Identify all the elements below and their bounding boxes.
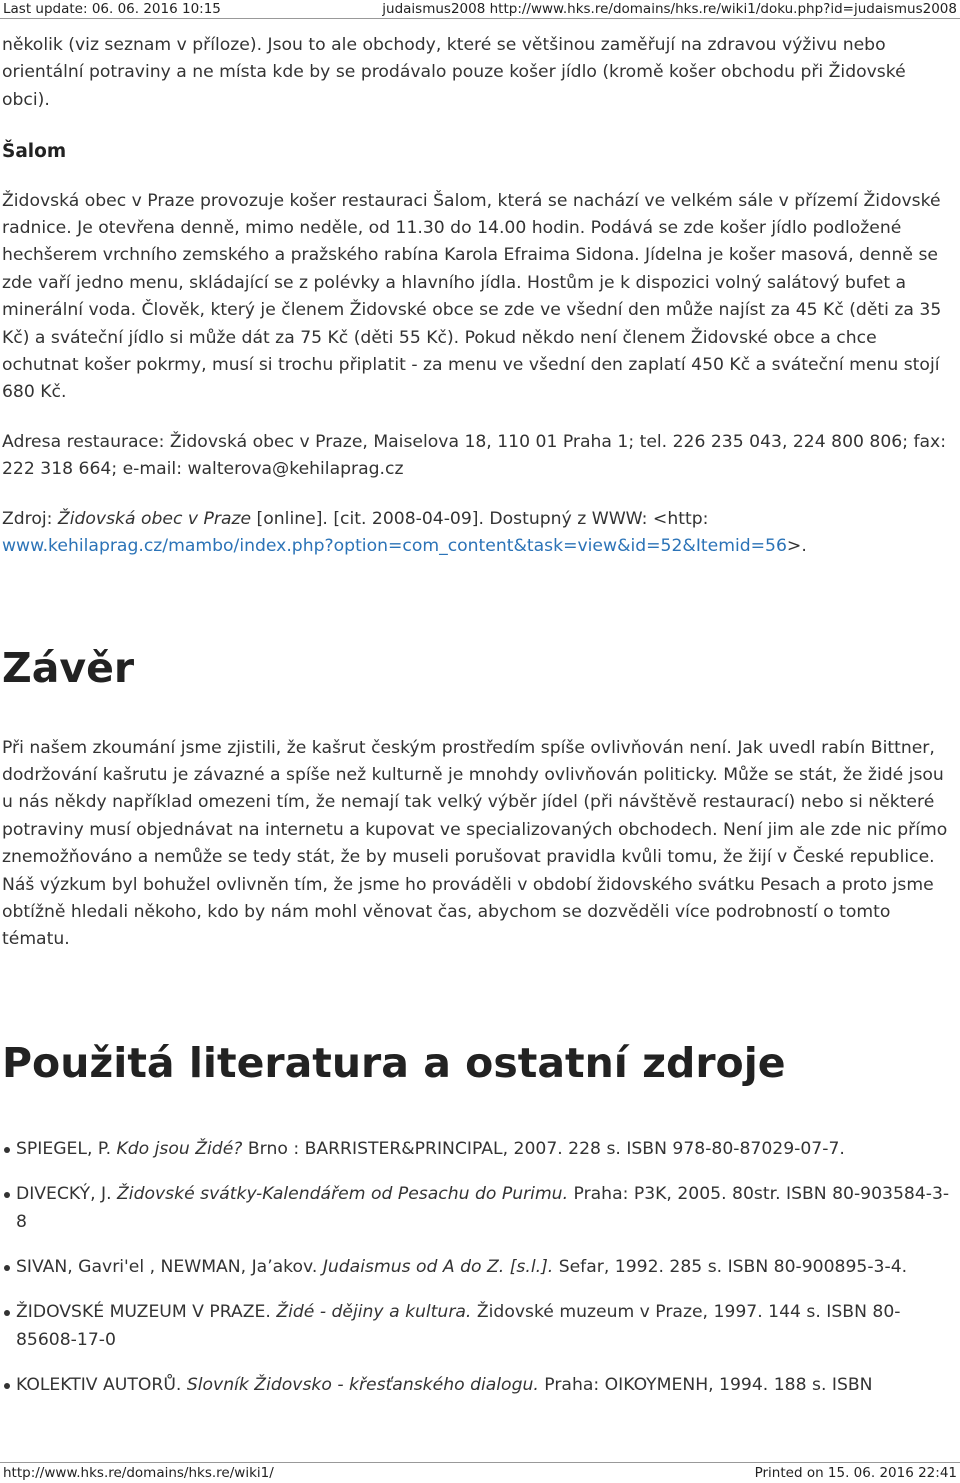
salom-heading: Šalom — [2, 141, 67, 163]
literature-item — [16, 1254, 950, 1281]
page-url-text: judaismus2008 http://www.hks.re/domains/hks.re/wiki1/doku.php?id=judaismus2008 — [382, 1, 957, 17]
source-prefix: Zdroj: — [2, 508, 58, 529]
lit-author: SIVAN, Gavri'el , NEWMAN, Ja’akov. — [16, 1256, 323, 1277]
literature-heading: Použitá literatura a ostatní zdroje — [2, 1038, 786, 1087]
lit-details: Brno : BARRISTER&PRINCIPAL, 2007. 228 s. ISBN 978-80-87029-07-7. — [242, 1138, 845, 1159]
source-mid: [online]. [cit. 2008-04-09]. Dostupný z WWW: <http: — [251, 508, 709, 529]
footer-url-text: http://www.hks.re/domains/hks.re/wiki1/ — [3, 1465, 274, 1481]
lit-details: Praha: P3K, 2005. 80str. ISBN 80-903584-3-8 — [16, 1184, 950, 1232]
source-title: Židovská obec v Praze — [57, 508, 252, 529]
printed-on-text: Printed on 15. 06. 2016 22:41 — [754, 1465, 957, 1481]
literature-item — [16, 1372, 950, 1399]
print-footer — [0, 1462, 960, 1483]
last-update-text: Last update: 06. 06. 2016 10:15 — [3, 1, 221, 17]
lit-title: Slovník Židovsko - křesťanského dialogu. — [186, 1375, 539, 1396]
lit-author: DIVECKÝ, J. — [16, 1184, 118, 1205]
zaver-heading: Závěr — [2, 643, 135, 692]
literature-list — [2, 1136, 950, 1400]
zaver-paragraph: Při našem zkoumání jsme zjistili, že kašrut českým prostředím spíše ovlivňován není. Jak uvedl rabín Bittner, dodržování kašrutu je závazné a spíše než kulturně je mnohdy ovlivňován politicky. Může se stát, že židé jsou u nás někdy například omezeni tím, že nemají tak velký výběr jídel (při návštěvě restaurací) nebo si některé potraviny musí objednávat na internetu a kupovat ve specializovaných obchodech. Není jim ale zde nic přímo znemožňováno a nemůže se tedy stát, že by museli porušovat pravidla kvůli tomu, že žijí v České republice. Náš výzkum byl bohužel ovlivněn tím, že jsme ho prováděli v období židovského svátku Pesach a proto jsme obtížně hledali někoho, kdo by nám mohl věnovat čas, abychom se dozvěděli více podrobností o tomto tématu. — [2, 737, 948, 950]
lit-details: Židovské muzeum v Praze, 1997. 144 s. ISBN 80-85608-17-0 — [16, 1302, 901, 1350]
print-header — [0, 0, 960, 19]
lit-title: Židovské svátky-Kalendářem od Pesachu do Purimu. — [117, 1184, 569, 1205]
lit-title: Kdo jsou Židé? — [116, 1138, 243, 1159]
source-paragraph — [2, 506, 950, 561]
lit-title: Judaismus od A do Z. [s.l.]. — [322, 1256, 554, 1277]
address-paragraph: Adresa restaurace: Židovská obec v Praze, Maiselova 18, 110 01 Praha 1; tel. 226 235 043, 224 800 806; fax: 222 318 664; e-mail: walterova@kehilaprag.cz — [2, 431, 947, 480]
literature-item — [16, 1136, 950, 1163]
literature-item — [16, 1181, 950, 1236]
lit-title: Židé - dějiny a kultura. — [276, 1302, 472, 1323]
source-link[interactable]: www.kehilaprag.cz/mambo/index.php?option=com_content&task=view&id=52&Itemid=56 — [2, 536, 787, 557]
source-suffix: >. — [786, 536, 807, 557]
lit-details: Sefar, 1992. 285 s. ISBN 80-900895-3-4. — [553, 1256, 908, 1277]
lit-author: KOLEKTIV AUTORŮ. — [16, 1375, 187, 1396]
lit-author: ŽIDOVSKÉ MUZEUM V PRAZE. — [16, 1302, 277, 1323]
intro-paragraph: několik (viz seznam v příloze). Jsou to ale obchody, které se většinou zaměřují na zdravou výživu nebo orientální potraviny a ne místa kde by se prodávalo pouze košer jídlo (kromě košer obchodu při Židovské obci). — [2, 35, 906, 110]
document-content — [2, 32, 950, 1418]
salom-paragraph: Židovská obec v Praze provozuje košer restauraci Šalom, která se nachází ve velkém sále v přízemí Židovské radnice. Je otevřena denně, mimo neděle, od 11.30 do 14.00 hodin. Podává se zde košer jídlo podložené hechšerem vrchního zemského a pražského rabína Karola Efraima Sidona. Jídelna je košer masová, denně se zde vaří jedno menu, skládající se z polévky a hlavního jídla. Hostům je k dispozici volný salátový bufet a minerální voda. Člověk, který je členem Židovské obce se zde ve všední den může najíst za 45 Kč (děti za 35 Kč) a sváteční jídlo si může dát za 75 Kč (děti 55 Kč). Pokud někdo není členem Židovské obce a chce ochutnat košer pokrmy, musí si trochu připlatit - za menu ve všední den zaplatí 450 Kč a sváteční menu stojí 680 Kč. — [2, 190, 942, 403]
literature-item — [16, 1299, 950, 1354]
lit-author: SPIEGEL, P. — [16, 1138, 117, 1159]
lit-details: Praha: OIKOYMENH, 1994. 188 s. ISBN — [538, 1375, 873, 1396]
